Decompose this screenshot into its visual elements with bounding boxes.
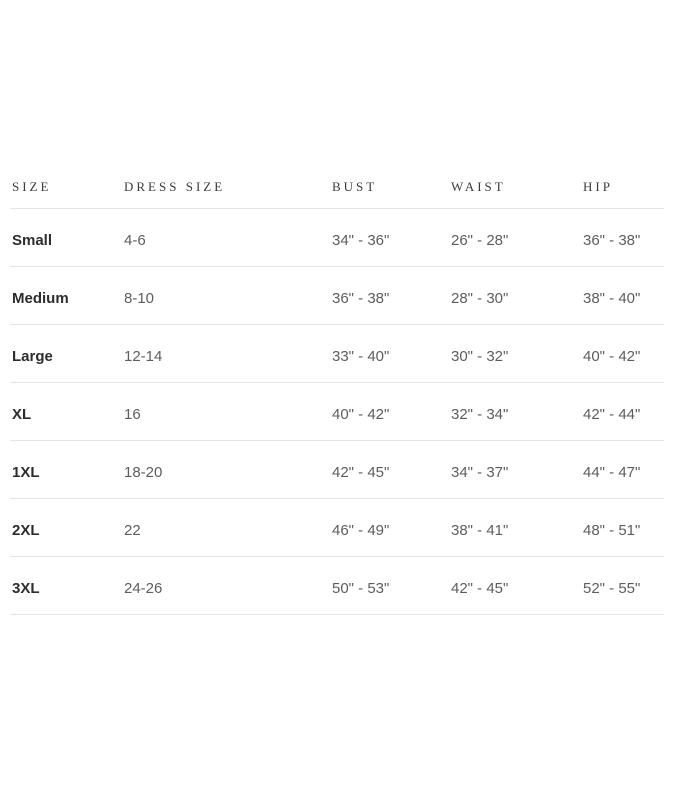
column-header-bust: BUST bbox=[332, 179, 378, 194]
size-row-large bbox=[10, 325, 664, 383]
hip-cell: 52" - 55" bbox=[583, 580, 641, 597]
waist-cell: 30" - 32" bbox=[451, 348, 509, 365]
bust-cell: 33" - 40" bbox=[332, 348, 390, 365]
dress-size-cell: 24-26 bbox=[124, 580, 163, 597]
bust-cell: 36" - 38" bbox=[332, 290, 390, 307]
size-cell: Medium bbox=[12, 290, 69, 307]
column-header-hip: HIP bbox=[583, 179, 613, 194]
waist-cell: 34" - 37" bbox=[451, 464, 509, 481]
column-header-dress-size: DRESS SIZE bbox=[124, 179, 226, 194]
hip-cell: 38" - 40" bbox=[583, 290, 641, 307]
column-header-size: SIZE bbox=[12, 179, 52, 194]
dress-size-cell: 22 bbox=[124, 522, 141, 539]
bust-cell: 50" - 53" bbox=[332, 580, 390, 597]
bust-cell: 42" - 45" bbox=[332, 464, 390, 481]
size-row-2xl bbox=[10, 499, 664, 557]
size-cell: 1XL bbox=[12, 464, 40, 481]
size-row-xl bbox=[10, 383, 664, 441]
waist-cell: 38" - 41" bbox=[451, 522, 509, 539]
size-row-1xl bbox=[10, 441, 664, 499]
bust-cell: 40" - 42" bbox=[332, 406, 390, 423]
waist-cell: 42" - 45" bbox=[451, 580, 509, 597]
size-cell: XL bbox=[12, 406, 32, 423]
dress-size-cell: 8-10 bbox=[124, 290, 155, 307]
waist-cell: 32" - 34" bbox=[451, 406, 509, 423]
hip-cell: 42" - 44" bbox=[583, 406, 641, 423]
hip-cell: 44" - 47" bbox=[583, 464, 641, 481]
hip-cell: 40" - 42" bbox=[583, 348, 641, 365]
size-row-medium bbox=[10, 267, 664, 325]
size-row-3xl bbox=[10, 557, 664, 615]
size-cell: 3XL bbox=[12, 580, 40, 597]
waist-cell: 28" - 30" bbox=[451, 290, 509, 307]
dress-size-cell: 16 bbox=[124, 406, 141, 423]
size-chart-table bbox=[10, 166, 664, 615]
hip-cell: 48" - 51" bbox=[583, 522, 641, 539]
bust-cell: 46" - 49" bbox=[332, 522, 390, 539]
dress-size-cell: 4-6 bbox=[124, 232, 146, 249]
size-cell: Large bbox=[12, 348, 53, 365]
size-row-small bbox=[10, 209, 664, 267]
size-cell: 2XL bbox=[12, 522, 40, 539]
waist-cell: 26" - 28" bbox=[451, 232, 509, 249]
size-cell: Small bbox=[12, 232, 53, 249]
column-header-waist: WAIST bbox=[451, 179, 506, 194]
dress-size-cell: 18-20 bbox=[124, 464, 163, 481]
dress-size-cell: 12-14 bbox=[124, 348, 163, 365]
bust-cell: 34" - 36" bbox=[332, 232, 390, 249]
hip-cell: 36" - 38" bbox=[583, 232, 641, 249]
table-header-row bbox=[10, 166, 664, 209]
